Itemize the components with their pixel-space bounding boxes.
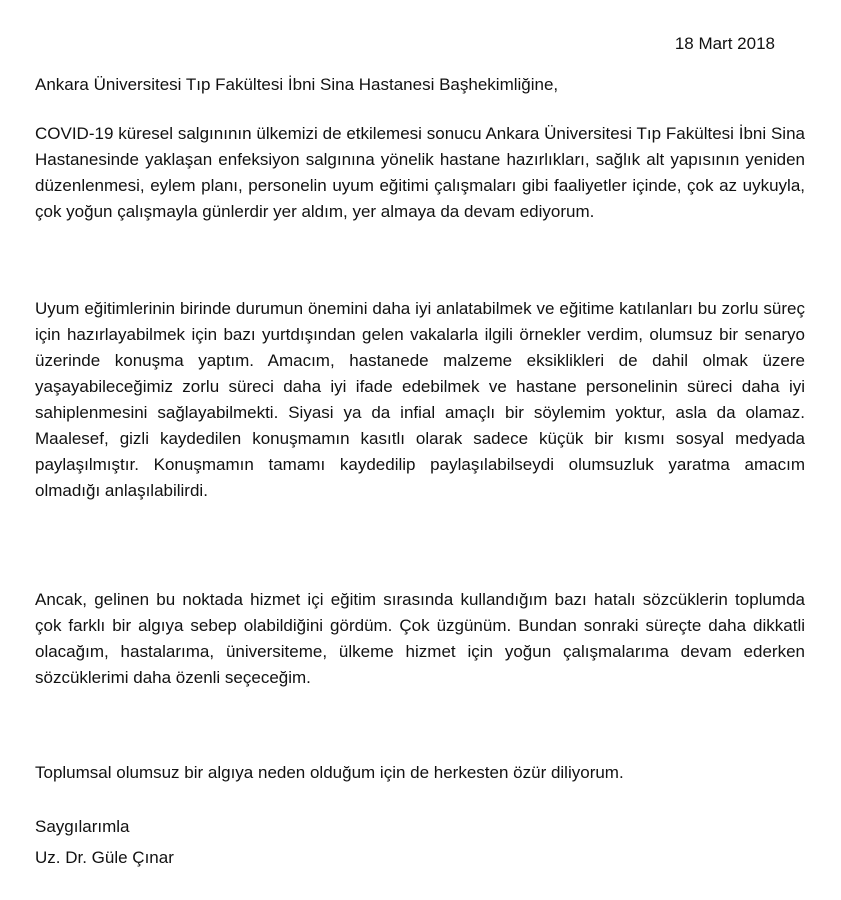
paragraph-3: Ancak, gelinen bu noktada hizmet içi eğitim sırasında kullandığım bazı hatalı sözcüklerin toplumda çok farklı bir algıya sebep olabildiğini gördüm. Çok üzgünüm. Bundan sonraki süreçte daha dikkatli olacağım, hastalarıma, üniversiteme, ülkeme hizmet için yoğun çalışmalarıma devam ederken sözcüklerimi daha özenli seçeceğim.: [35, 590, 805, 687]
letter-signature: Uz. Dr. Güle Çınar: [35, 848, 174, 867]
paragraph-4: Toplumsal olumsuz bir algıya neden olduğum için de herkesten özür diliyorum.: [35, 763, 624, 782]
paragraph-1: COVID-19 küresel salgınının ülkemizi de etkilemesi sonucu Ankara Üniversitesi Tıp Fakültesi İbni Sina Hastanesinde yaklaşan enfeksiyon salgınına yönelik hastane hazırlıkları, sağlık alt yapısının yeniden düzenlenmesi, eylem planı, personelin uyum eğitimi çalışmaları gibi faaliyetler içinde, çok az uykuyla, çok yoğun çalışmayla günlerdir yer aldım, yer almaya da devam ediyorum.: [35, 124, 805, 221]
letter-addressee: Ankara Üniversitesi Tıp Fakültesi İbni Sina Hastanesi Başhekimliğine,: [35, 75, 559, 94]
letter-date: 18 Mart 2018: [674, 34, 775, 53]
paragraph-2: Uyum eğitimlerinin birinde durumun önemini daha iyi anlatabilmek ve eğitime katılanları bu zorlu süreç için hazırlayabilmek için bazı yurtdışından gelen vakalarla ilgili örnekler verdim, olumsuz bir senaryo üzerinde konuşma yaptım. Amacım, hastanede malzeme eksiklikleri de dahil olmak üzere yaşayabileceğimiz zorlu süreci daha iyi ifade edebilmek ve hastane personelinin süreci daha iyi sahiplenmesini sağlayabilmekti. Siyasi ya da infial amaçlı bir söylemim yoktur, asla da olamaz. Maalesef, gizli kaydedilen konuşmamın kasıtlı olarak sadece küçük bir kısmı sosyal medyada paylaşılmıştır. Konuşmamın tamamı kaydedilip paylaşılabilseydi olumsuzluk yaratma amacım olmadığı anlaşılabilirdi.: [35, 299, 805, 500]
letter-closing: Saygılarımla: [35, 817, 130, 836]
